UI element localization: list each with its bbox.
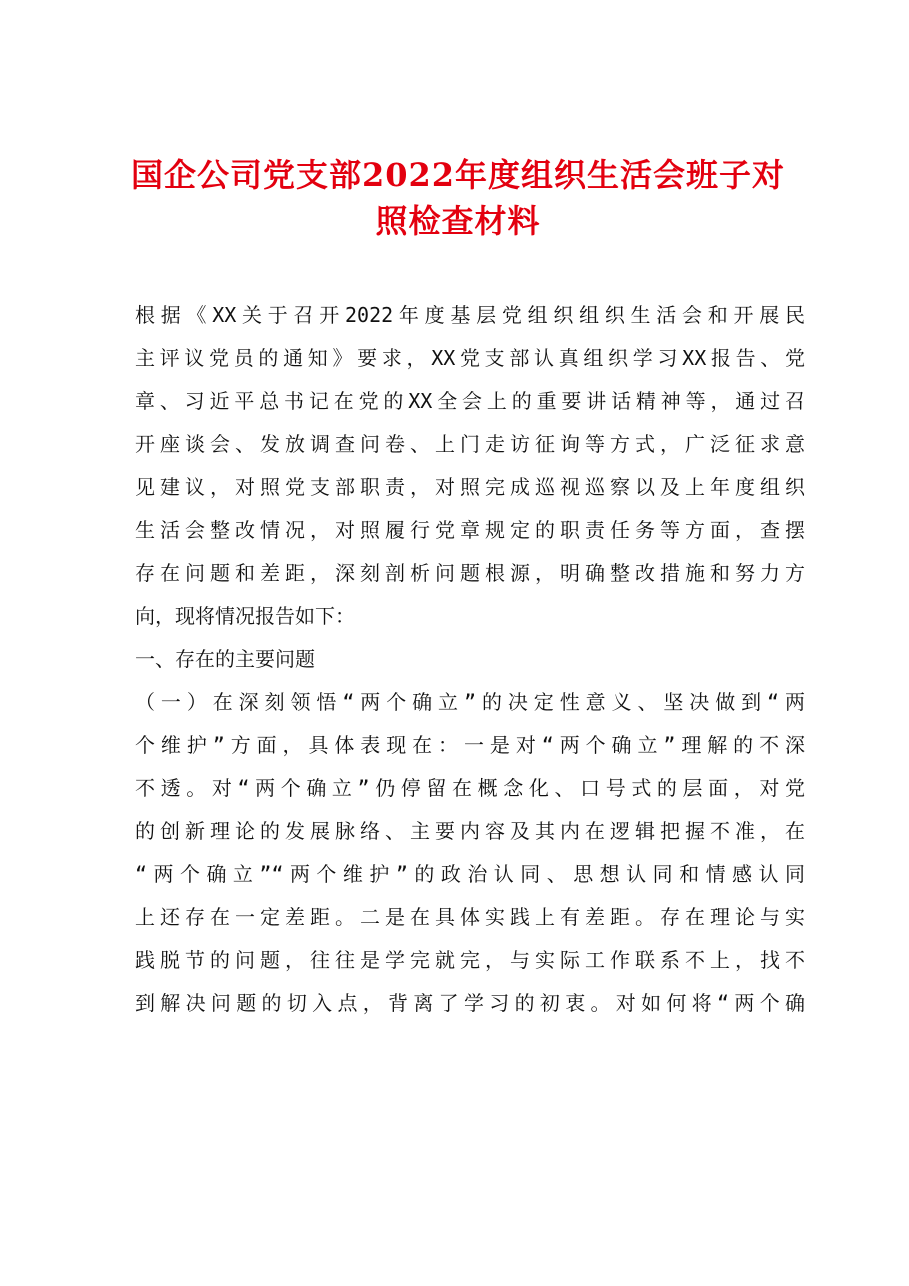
title-line-1: 国企公司党支部2022年度组织生活会班子对	[130, 156, 786, 194]
body-line: 开座谈会、发放调查问卷、上门走访征询等方式，广泛征求意	[135, 432, 805, 456]
body-line: 个维护”方面，具体表现在：一是对“两个确立”理解的不深	[135, 733, 805, 757]
body-line: “两个确立”“两个维护”的政治认同、思想认同和情感认同	[135, 862, 805, 886]
body-line: 主评议党员的通知》要求，XX党支部认真组织学习XX报告、党	[135, 346, 805, 370]
body-line: 向，现将情况报告如下：	[135, 604, 355, 628]
body-line: 根据《XX关于召开2022年度基层党组织组织生活会和开展民	[135, 303, 805, 327]
title-line-2: 照检查材料	[375, 202, 541, 240]
body-line: 到解决问题的切入点，背离了学习的初衷。对如何将“两个确	[135, 991, 805, 1015]
body-line: 不透。对“两个确立”仍停留在概念化、口号式的层面，对党	[135, 776, 805, 800]
body-line: 践脱节的问题，往往是学完就完，与实际工作联系不上，找不	[135, 948, 805, 972]
subsection-line: （一）在深刻领悟“两个确立”的决定性意义、坚决做到“两	[135, 690, 805, 714]
section-heading: 一、存在的主要问题	[135, 647, 315, 671]
body-line: 的创新理论的发展脉络、主要内容及其内在逻辑把握不准，在	[135, 819, 805, 843]
document-body	[135, 294, 805, 1025]
body-line: 章、习近平总书记在党的XX全会上的重要讲话精神等，通过召	[135, 389, 805, 413]
body-line: 存在问题和差距，深刻剖析问题根源，明确整改措施和努力方	[135, 561, 805, 585]
body-line: 上还存在一定差距。二是在具体实践上有差距。存在理论与实	[135, 905, 805, 929]
document-title	[120, 152, 796, 244]
body-line: 见建议，对照党支部职责，对照完成巡视巡察以及上年度组织	[135, 475, 805, 499]
body-line: 生活会整改情况，对照履行党章规定的职责任务等方面，查摆	[135, 518, 805, 542]
